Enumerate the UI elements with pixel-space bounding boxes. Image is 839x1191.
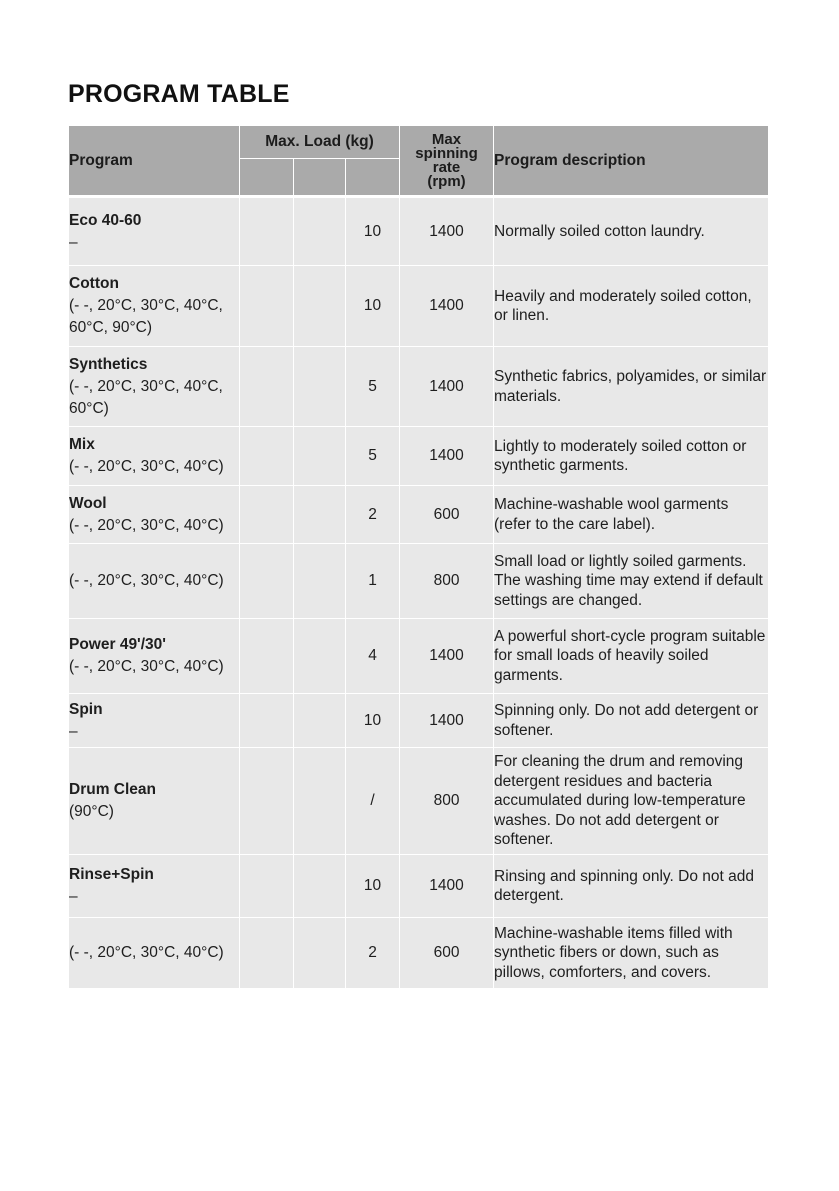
max-load-value: 2	[346, 486, 400, 544]
load-cell-empty	[294, 855, 346, 918]
load-cell-empty	[240, 855, 294, 918]
max-load-value: 10	[346, 855, 400, 918]
program-cell	[69, 544, 240, 619]
load-cell-empty	[240, 619, 294, 694]
program-cell	[69, 266, 240, 347]
load-cell-empty	[294, 619, 346, 694]
load-cell-empty	[240, 486, 294, 544]
program-table	[68, 125, 769, 989]
max-load-value: 10	[346, 266, 400, 347]
load-cell-empty	[240, 347, 294, 427]
spin-rate-value: 1400	[400, 619, 494, 694]
program-cell	[69, 748, 240, 855]
program-name: Synthetics	[69, 355, 148, 373]
header-max-load: Max. Load (kg)	[240, 126, 400, 159]
max-load-value: 10	[346, 694, 400, 748]
table-row	[69, 619, 769, 694]
header-spin-line3: rate	[432, 158, 461, 176]
spin-rate-value: 800	[400, 748, 494, 855]
program-description: A powerful short-cycle program suitable for small loads of heavily soiled garments.	[494, 619, 769, 694]
program-name: Rinse+Spin	[69, 866, 154, 883]
program-description: Small load or lightly soiled garments. The washing time may extend if default settings are changed.	[494, 544, 769, 619]
program-temperatures: (- -, 20°C, 30°C, 40°C)	[69, 944, 224, 961]
spin-rate-value: 1400	[400, 855, 494, 918]
max-load-value: 10	[346, 198, 400, 266]
load-cell-empty	[240, 918, 294, 989]
table-row	[69, 486, 769, 544]
table-row	[69, 748, 769, 855]
max-load-value: /	[346, 748, 400, 855]
program-temperatures: (- -, 20°C, 30°C, 40°C)	[69, 658, 224, 675]
load-cell-empty	[294, 918, 346, 989]
program-description: Synthetic fabrics, polyamides, or similar materials.	[494, 347, 769, 427]
load-cell-empty	[294, 694, 346, 748]
max-load-value: 2	[346, 918, 400, 989]
load-cell-empty	[294, 427, 346, 486]
program-cell	[69, 918, 240, 989]
program-temperatures: –	[69, 888, 78, 905]
program-temperatures: (- -, 20°C, 30°C, 40°C)	[69, 458, 224, 475]
program-name: Power 49'/30'	[69, 636, 166, 653]
program-cell	[69, 619, 240, 694]
load-cell-empty	[294, 266, 346, 347]
spin-rate-value: 1400	[400, 347, 494, 427]
program-temperatures: (- -, 20°C, 30°C, 40°C)	[69, 572, 224, 589]
program-cell	[69, 427, 240, 486]
header-load-sub-2	[294, 159, 346, 196]
load-cell-empty	[240, 427, 294, 486]
max-load-value: 1	[346, 544, 400, 619]
load-cell-empty	[294, 748, 346, 855]
program-description: Heavily and moderately soiled cotton, or linen.	[494, 266, 769, 347]
header-load-sub-1	[240, 159, 294, 196]
table-row	[69, 198, 769, 266]
program-description: Machine-washable wool garments (refer to the care label).	[494, 486, 769, 544]
spin-rate-value: 1400	[400, 694, 494, 748]
header-load-sub-3	[346, 159, 400, 196]
spin-rate-value: 600	[400, 486, 494, 544]
program-name: Spin	[69, 700, 103, 718]
program-description: Machine-washable items filled with synthetic fibers or down, such as pillows, comforters, and covers.	[494, 918, 769, 989]
table-row	[69, 544, 769, 619]
program-name: Mix	[69, 436, 95, 453]
program-cell	[69, 486, 240, 544]
program-temperatures: (- -, 20°C, 30°C, 40°C, 60°C, 90°C)	[69, 297, 223, 336]
program-description: Rinsing and spinning only. Do not add detergent.	[494, 855, 769, 918]
load-cell-empty	[294, 198, 346, 266]
program-cell	[69, 347, 240, 427]
page-title: PROGRAM TABLE	[68, 80, 290, 108]
program-description: Spinning only. Do not add detergent or softener.	[494, 694, 769, 748]
header-spin-line4: (rpm)	[427, 172, 466, 190]
load-cell-empty	[294, 544, 346, 619]
program-name: Wool	[69, 494, 107, 512]
program-name: Cotton	[69, 275, 119, 292]
header-spin-rate	[400, 126, 494, 196]
table-row	[69, 918, 769, 989]
program-name: Eco 40-60	[69, 211, 142, 229]
program-cell	[69, 198, 240, 266]
program-description: For cleaning the drum and removing detergent residues and bacteria accumulated during low-temperature washes. Do not add detergent or softener.	[494, 748, 769, 855]
program-temperatures: (- -, 20°C, 30°C, 40°C, 60°C)	[69, 377, 223, 417]
table-row	[69, 266, 769, 347]
spin-rate-value: 600	[400, 918, 494, 989]
spin-rate-value: 1400	[400, 266, 494, 347]
program-cell	[69, 694, 240, 748]
header-description: Program description	[494, 126, 769, 196]
program-description: Normally soiled cotton laundry.	[494, 198, 769, 266]
program-temperatures: (- -, 20°C, 30°C, 40°C)	[69, 516, 224, 534]
max-load-value: 4	[346, 619, 400, 694]
spin-rate-value: 1400	[400, 427, 494, 486]
load-cell-empty	[240, 694, 294, 748]
table-row	[69, 855, 769, 918]
header-program: Program	[69, 126, 240, 196]
program-temperatures: –	[69, 722, 78, 740]
program-temperatures: (90°C)	[69, 803, 114, 820]
header-spin-line1: Max	[431, 130, 462, 148]
spin-rate-value: 1400	[400, 198, 494, 266]
load-cell-empty	[240, 748, 294, 855]
header-spin-line2: spinning	[415, 144, 478, 162]
program-cell	[69, 855, 240, 918]
table-row	[69, 694, 769, 748]
max-load-value: 5	[346, 427, 400, 486]
table-row	[69, 427, 769, 486]
spin-rate-value: 800	[400, 544, 494, 619]
program-description: Lightly to moderately soiled cotton or synthetic garments.	[494, 427, 769, 486]
load-cell-empty	[294, 347, 346, 427]
load-cell-empty	[240, 198, 294, 266]
table-row	[69, 347, 769, 427]
load-cell-empty	[294, 486, 346, 544]
max-load-value: 5	[346, 347, 400, 427]
program-temperatures: –	[69, 233, 78, 251]
load-cell-empty	[240, 266, 294, 347]
load-cell-empty	[240, 544, 294, 619]
program-name: Drum Clean	[69, 781, 156, 798]
